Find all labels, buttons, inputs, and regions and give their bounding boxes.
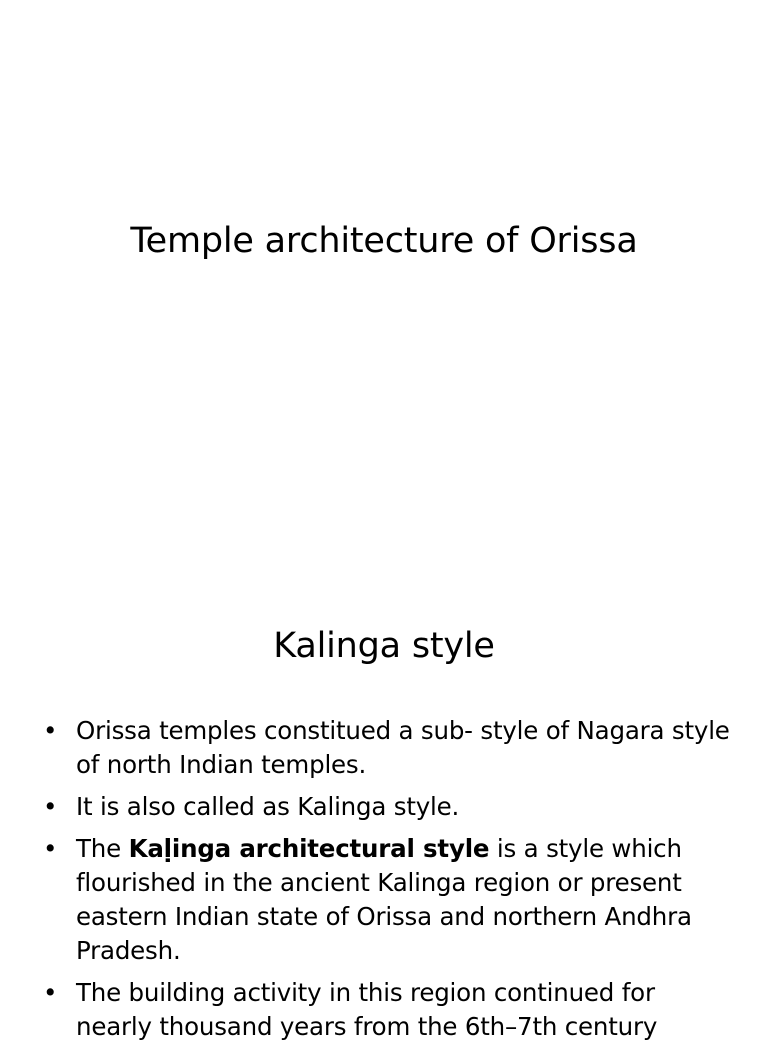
slide-title: Kalinga style	[273, 626, 495, 666]
bullet-item	[40, 976, 730, 1044]
bullet-icon: •	[43, 792, 58, 821]
bullet-list	[40, 714, 730, 1052]
bullet-item	[40, 832, 730, 968]
slide-2	[0, 576, 768, 1041]
bullet-item	[40, 714, 730, 782]
bullet-icon: •	[43, 978, 58, 1007]
bullet-icon: •	[43, 834, 58, 863]
bullet-icon: •	[43, 716, 58, 745]
bullet-text-post: is a style which flourished in the ancient Kalinga region or present eastern Indian state of Orissa and northern Andhra Pradesh.	[76, 834, 692, 965]
bullet-text-pre: The	[76, 834, 129, 863]
bullet-text-bold: Kaḷinga architectural style	[128, 834, 490, 863]
bullet-text: It is also called as Kalinga style.	[76, 792, 460, 821]
slide-title: Temple architecture of Orissa	[130, 221, 638, 261]
bullet-text: The building activity in this region continued for nearly thousand years from the 6th–7th century	[76, 978, 658, 1041]
bullet-text: Orissa temples constitued a sub- style of Nagara style of north Indian temples.	[76, 716, 730, 779]
bullet-item	[40, 790, 730, 824]
